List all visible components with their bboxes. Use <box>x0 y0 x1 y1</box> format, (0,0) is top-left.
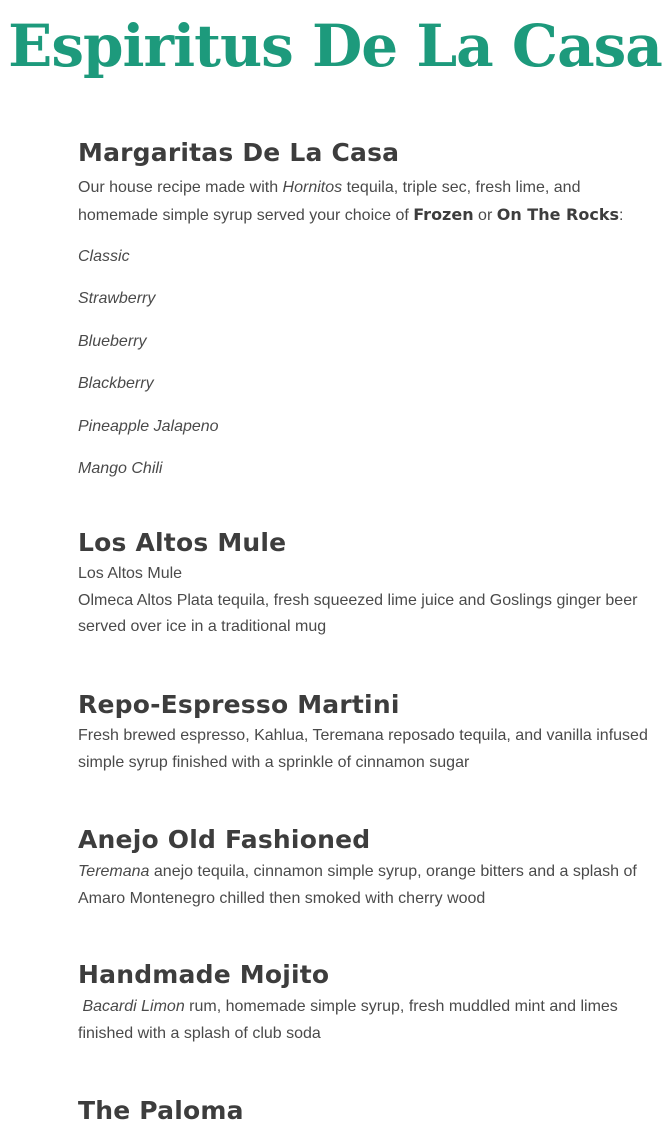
section-description <box>78 175 648 229</box>
variant-item: Pineapple Jalapeno <box>78 417 219 435</box>
brand-name: Bacardi Limon <box>82 998 185 1015</box>
desc-text: rum, homemade simple syrup, fresh muddled mint and limes finished with a splash of club soda <box>78 998 618 1042</box>
serving-option-rocks: On The Rocks <box>496 204 619 224</box>
section-title: Repo-Espresso Martini <box>78 690 400 719</box>
variant-list <box>78 247 648 501</box>
menu-section-old-fashioned <box>78 824 648 912</box>
section-title: Anejo Old Fashioned <box>78 825 371 854</box>
section-description <box>78 859 648 912</box>
variant-item: Strawberry <box>78 290 156 308</box>
section-title: Los Altos Mule <box>78 528 287 557</box>
desc-text: or <box>473 206 497 224</box>
desc-text: Our house recipe made with <box>78 179 283 196</box>
menu-section-margaritas <box>78 137 648 501</box>
brand-name: Hornitos <box>282 179 343 196</box>
desc-text: anejo tequila, cinnamon simple syrup, orange bitters and a splash of Amaro Montenegro chilled then smoked with cherry wood <box>78 863 637 907</box>
variant-item: Blackberry <box>78 375 154 393</box>
variant-item: Blueberry <box>78 332 147 350</box>
variant-item: Mango Chili <box>78 459 163 477</box>
brand-name: Teremana <box>78 863 150 880</box>
section-title: Handmade Mojito <box>78 960 330 989</box>
serving-option-frozen: Frozen <box>413 204 474 224</box>
desc-text: : <box>618 206 624 224</box>
section-description <box>78 994 648 1047</box>
desc-text: tequila, triple sec, fresh lime, and homemade simple syrup served your choice of <box>78 179 581 224</box>
section-description: Olmeca Altos Plata tequila, fresh squeezed lime juice and Goslings ginger beer served over ice in a traditional mug <box>78 591 638 635</box>
section-subtitle: Los Altos Mule <box>78 565 183 582</box>
section-title: The Paloma <box>78 1096 244 1125</box>
menu-section-mule <box>78 527 648 641</box>
section-description: Fresh brewed espresso, Kahlua, Teremana reposado tequila, and vanilla infused simple syrup finished with a sprinkle of cinnamon sugar <box>78 727 648 771</box>
variant-item: Classic <box>78 248 130 265</box>
page-title: Espiritus De La Casa <box>8 12 662 80</box>
menu-section-paloma <box>78 1095 648 1127</box>
menu-section-espresso-martini <box>78 689 648 776</box>
menu-section-mojito <box>78 959 648 1047</box>
section-title: Margaritas De La Casa <box>78 138 400 167</box>
